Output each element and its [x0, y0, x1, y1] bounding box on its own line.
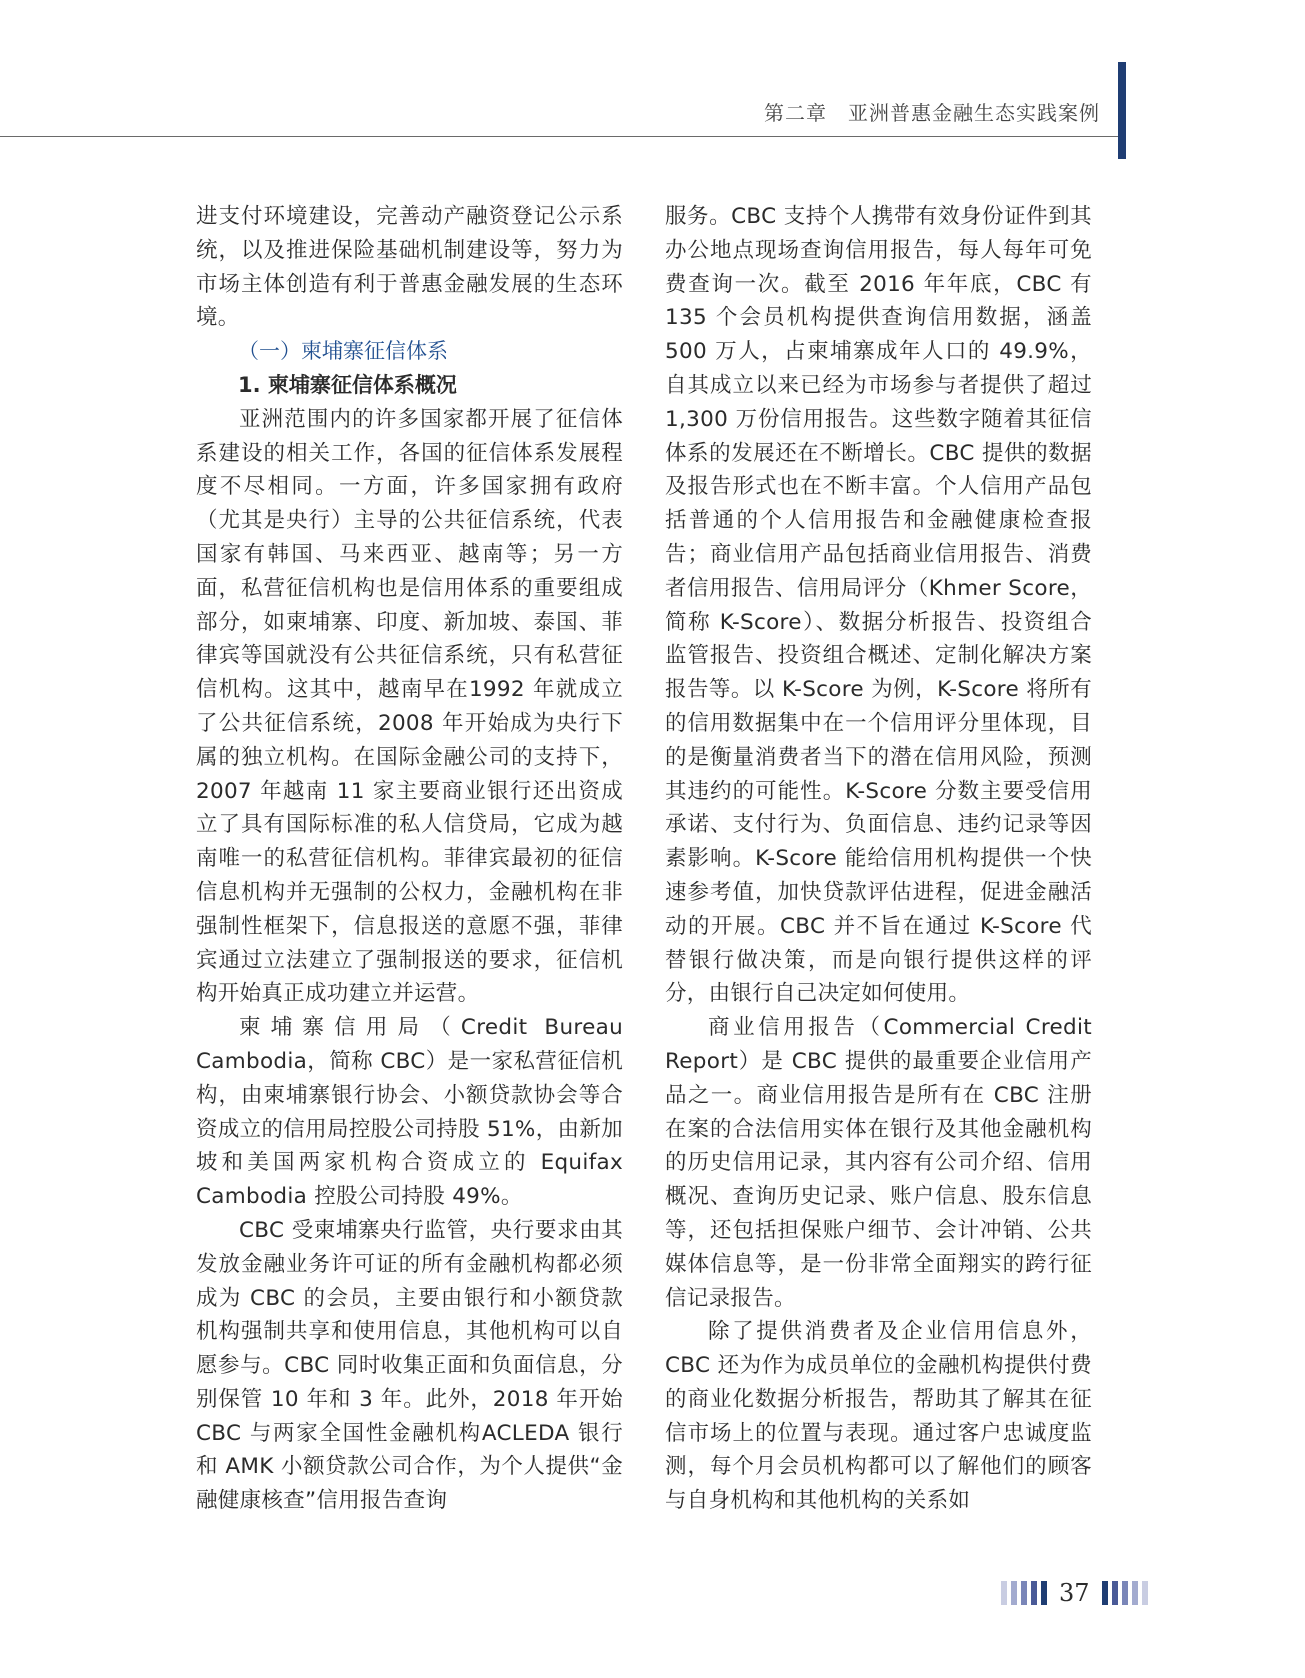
page-footer [1001, 1578, 1152, 1608]
header-rule [0, 136, 1125, 137]
stripe [1041, 1581, 1047, 1605]
right-column [665, 200, 1092, 1518]
paragraph: 柬埔寨信用局（Credit Bureau Cambodia，简称 CBC）是一家私营征信机构，由柬埔寨银行协会、小额贷款协会等合资成立的信用局控股公司持股 51%，由新加坡和美国两家机构合资成立的 Equifax Cambodia 控股公司持股 49%。 [196, 1015, 623, 1210]
stripe [1122, 1581, 1128, 1605]
paragraph: 亚洲范围内的许多国家都开展了征信体系建设的相关工作，各国的征信体系发展程度不尽相同。一方面，许多国家拥有政府（尤其是央行）主导的公共征信系统，代表国家有韩国、马来西亚、越南等；另一方面，私营征信机构也是信用体系的重要组成部分，如柬埔寨、印度、新加坡、泰国、菲律宾等国就没有公共征信系统，只有私营征信机构。这其中，越南早在1992 年就成立了公共征信系统，2008 年开始成为央行下属的独立机构。在国际金融公司的支持下，2007 年越南 11 家主要商业银行还出资成立了具有国际标准的私人信贷局，它成为越南唯一的私营征信机构。菲律宾最初的征信信息机构并无强制的公权力，金融机构在非强制性框架下，信息报送的意愿不强，菲律宾通过立法建立了强制报送的要求，征信机构开始真正成功建立并运营。 [196, 406, 623, 1007]
paragraph: 除了提供消费者及企业信用信息外，CBC 还为作为成员单位的金融机构提供付费的商业化数据分析报告，帮助其了解其在征信市场上的位置与表现。通过客户忠诚度监测，每个月会员机构都可以了解他们的顾客与自身机构和其他机构的关系如 [665, 1319, 1092, 1514]
stripe [1132, 1581, 1138, 1605]
stripe [1001, 1581, 1007, 1605]
subsection-heading: 1. 柬埔寨征信体系概况 [238, 372, 457, 397]
stripe [1021, 1581, 1027, 1605]
section-heading: （一）柬埔寨征信体系 [238, 339, 448, 364]
stripe [1011, 1581, 1017, 1605]
header-accent-bar [1118, 62, 1126, 159]
footer-stripes-right [1102, 1580, 1152, 1606]
paragraph: 服务。CBC 支持个人携带有效身份证件到其办公地点现场查询信用报告，每人每年可免费查询一次。截至 2016 年年底，CBC 有 135 个会员机构提供查询信用数据，涵盖 500 万人，占柬埔寨成年人口的 49.9%，自其成立以来已经为市场参与者提供了超过 1,300 万份信用报告。这些数字随着其征信体系的发展还在不断增长。CBC 提供的数据及报告形式也在不断丰富。个人信用产品包括普通的个人信用报告和金融健康检查报告；商业信用产品包括商业信用报告、消费者信用报告、信用局评分（Khmer Score，简称 K-Score）、数据分析报告、投资组合监管报告、投资组合概述、定制化解决方案报告等。以 K-Score 为例，K-Score 将所有的信用数据集中在一个信用评分里体现，目的是衡量消费者当下的潜在信用风险，预测其违约的可能性。K-Score 分数主要受信用承诺、支付行为、负面信息、违约记录等因素影响。K-Score 能给信用机构提供一个快速参考值，加快贷款评估进程，促进金融活动的开展。CBC 并不旨在通过 K-Score 代替银行做决策，而是向银行提供这样的评分，由银行自己决定如何使用。 [665, 204, 1092, 1007]
paragraph: CBC 受柬埔寨央行监管，央行要求由其发放金融业务许可证的所有金融机构都必须成为 CBC 的会员，主要由银行和小额贷款机构强制共享和使用信息，其他机构可以自愿参与。CBC 同时收集正面和负面信息，分别保管 10 年和 3 年。此外，2018 年开始 CBC 与两家全国性金融机构ACLEDA 银行和 AMK 小额贷款公司合作，为个人提供“金融健康核查”信用报告查询 [196, 1217, 623, 1514]
paragraph: 商业信用报告（Commercial Credit Report）是 CBC 提供的最重要企业信用产品之一。商业信用报告是所有在 CBC 注册在案的合法信用实体在银行及其他金融机构的历史信用记录，其内容有公司介绍、信用概况、查询历史记录、账户信息、股东信息等，还包括担保账户细节、会计冲销、公共媒体信息等，是一份非常全面翔实的跨行征信记录报告。 [665, 1015, 1092, 1311]
page-number: 37 [1059, 1579, 1090, 1607]
stripe [1142, 1581, 1148, 1605]
stripe [1112, 1581, 1118, 1605]
stripe [1102, 1581, 1108, 1605]
chapter-title: 第二章 亚洲普惠金融生态实践案例 [764, 101, 1100, 125]
stripe [1031, 1581, 1037, 1605]
paragraph: 进支付环境建设，完善动产融资登记公示系统，以及推进保险基础机制建设等，努力为市场主体创造有利于普惠金融发展的生态环境。 [196, 204, 623, 331]
footer-stripes-left [1001, 1580, 1051, 1606]
left-column [196, 200, 623, 1518]
